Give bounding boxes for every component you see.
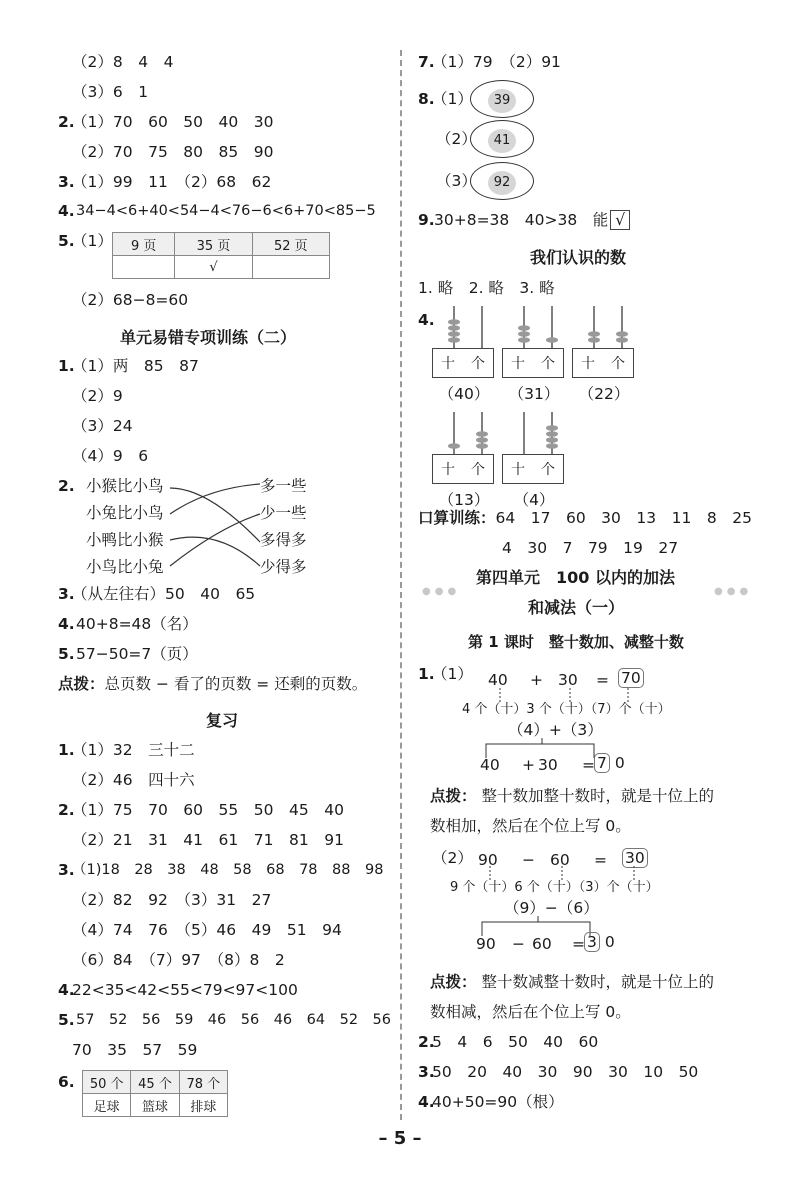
answer-line: （1） <box>432 90 473 108</box>
answer-line: 50 20 40 30 90 30 10 50 <box>432 1063 699 1081</box>
section-heading: 单元易错专项训练（二） <box>120 328 297 347</box>
ones-label: 个 <box>611 356 625 372</box>
operator: + <box>530 671 543 689</box>
answer-line: （3）24 <box>72 417 133 435</box>
tip-text: 整十数加整十数时，就是十位上的 <box>481 787 714 805</box>
abacus-base <box>502 454 564 484</box>
explanation: 4 个（十）3 个（十）（7）个（十） <box>462 702 671 717</box>
answer-line: 34−4<6+40<54−4<76−6<6+70<85−5 <box>76 203 376 219</box>
abacus-base <box>502 348 564 378</box>
table-cell: 排球 <box>179 1094 227 1117</box>
tens-label: 十 <box>511 462 525 478</box>
tens-label: 十 <box>441 462 455 478</box>
table-cell: 78 个 <box>179 1071 227 1094</box>
ones-label: 个 <box>471 462 485 478</box>
abacus-rods <box>436 306 500 348</box>
tip-line: 数相加，然后在个位上写 0。 <box>430 817 631 835</box>
answer-line: （2）8 4 4 <box>72 53 174 71</box>
abacus <box>502 412 570 510</box>
abacus-value: （13） <box>438 491 490 509</box>
item-number: 5. <box>58 232 75 250</box>
answer-text: 30+8=38 40>38 能 <box>434 211 609 229</box>
result-box: 7 <box>594 753 610 773</box>
operand: 60 <box>532 935 552 953</box>
answer-line: （1）两 85 87 <box>72 357 199 375</box>
tip-label: 点拨： <box>430 787 477 805</box>
answer-line: 40+50=90（根） <box>432 1093 564 1111</box>
match-right-item: 多得多 <box>260 531 307 549</box>
result-box: 3 <box>584 932 600 952</box>
operator: + <box>522 756 535 774</box>
operand: 40 <box>488 671 508 689</box>
answer-line: （2）9 <box>72 387 123 405</box>
operator: − <box>512 935 525 953</box>
abacus-base <box>572 348 634 378</box>
lesson-heading: 第 1 课时 整十数加、减整十数 <box>468 633 684 651</box>
result-box: 70 <box>618 668 644 688</box>
abacus-rods <box>506 412 570 454</box>
table-cell: 52 页 <box>252 233 329 256</box>
pages-table <box>112 232 330 279</box>
digit-diff: （9）−（6） <box>504 899 599 917</box>
answer-line: （1） <box>432 665 473 683</box>
answer-line: （1）70 60 50 40 30 <box>72 113 274 131</box>
check-box: √ <box>610 210 630 230</box>
abacus-rods <box>576 306 640 348</box>
ones-label: 个 <box>541 356 555 372</box>
match-right-item: 多一些 <box>260 477 307 495</box>
result <box>618 668 644 688</box>
tip-text: 整十数减整十数时，就是十位上的 <box>481 973 714 991</box>
tip-line: 数相减，然后在个位上写 0。 <box>430 1003 631 1021</box>
table-cell: 篮球 <box>131 1094 179 1117</box>
answer-line <box>434 210 630 230</box>
answer-line: （1） <box>72 232 113 250</box>
match-right-item: 少得多 <box>260 558 307 576</box>
operand: 90 <box>478 851 498 869</box>
match-left-item: 小鸭比小猴 <box>86 531 164 549</box>
item-number: 6. <box>58 1073 75 1091</box>
abacus <box>572 306 640 404</box>
result <box>594 753 625 773</box>
tens-label: 十 <box>581 356 595 372</box>
explanation: 9 个（十）6 个（十）（3）个（十） <box>450 880 659 895</box>
check-mark: √ <box>175 256 252 279</box>
digit-sum: （4）+（3） <box>508 721 603 739</box>
item-number: 4. <box>58 615 75 633</box>
oral-line: 4 30 7 79 19 27 <box>502 539 679 557</box>
answer-line: 70 35 57 59 <box>72 1041 198 1059</box>
answer-line: （4）74 76 （5）46 49 51 94 <box>72 921 342 939</box>
answer-line: （3） <box>436 172 477 190</box>
operand: 60 <box>550 851 570 869</box>
abacus-rods <box>436 412 500 454</box>
tens-label: 十 <box>511 356 525 372</box>
answer-line: （3）6 1 <box>72 83 149 101</box>
item-number: 4. <box>418 311 435 329</box>
answer-line: （1）79 （2）91 <box>432 53 561 71</box>
answer-line: （2）70 75 80 85 90 <box>72 143 274 161</box>
result-digit: 0 <box>604 933 615 951</box>
table-cell <box>252 256 329 279</box>
result-digit: 0 <box>614 754 625 772</box>
matching-lines <box>168 478 264 578</box>
equals: = <box>594 851 607 869</box>
tip-line <box>430 786 714 806</box>
unit-heading: 和减法（一） <box>528 598 625 617</box>
unit-heading: 第四单元 100 以内的加法 <box>476 568 675 587</box>
table-cell <box>113 256 175 279</box>
answer-line: 57−50=7（页） <box>76 645 198 663</box>
column-divider <box>400 50 402 1120</box>
answer-line: 22<35<42<55<79<97<100 <box>72 981 298 999</box>
table-cell: 足球 <box>83 1094 131 1117</box>
item-number: 5. <box>58 1011 75 1029</box>
match-left-item: 小鸟比小兔 <box>86 558 164 576</box>
item-number: 1. <box>58 357 75 375</box>
abacus-value: （40） <box>438 385 490 403</box>
answer-line: 57 52 56 59 46 56 46 64 52 56 <box>76 1012 392 1028</box>
section-heading: 我们认识的数 <box>530 248 627 267</box>
abacus <box>432 306 500 404</box>
item-number: 3. <box>58 173 75 191</box>
peach-oval <box>470 120 534 158</box>
abacus-value: （22） <box>578 385 630 403</box>
item-number: 2. <box>418 1033 435 1051</box>
item-number: 8. <box>418 90 435 108</box>
abacus-rods <box>506 306 570 348</box>
oral-values: 64 17 60 30 13 11 8 25 <box>495 509 752 527</box>
abacus-value: （4） <box>513 491 555 509</box>
tens-label: 十 <box>441 356 455 372</box>
operand: 90 <box>476 935 496 953</box>
item-number: 1. <box>418 665 435 683</box>
decor-dots: ●●● <box>714 586 753 597</box>
result <box>622 848 648 868</box>
abacus-base <box>432 348 494 378</box>
answer-line: （1)18 28 38 48 58 68 78 88 98 <box>72 862 384 878</box>
answer-line: （2）21 31 41 61 71 81 91 <box>72 831 344 849</box>
answer-line: （2） <box>432 849 473 867</box>
abacus <box>502 306 570 404</box>
abacus-base <box>432 454 494 484</box>
match-right-item: 少一些 <box>260 504 307 522</box>
tip-text: 总页数 − 看了的页数 = 还剩的页数。 <box>104 675 368 693</box>
ones-label: 个 <box>541 462 555 478</box>
item-number: 2. <box>58 113 75 131</box>
item-number: 3. <box>58 585 75 603</box>
answer-line: 1. 略 2. 略 3. 略 <box>418 279 555 297</box>
page-number: – 5 – <box>378 1128 422 1149</box>
item-number: 1. <box>58 741 75 759</box>
equals: = <box>596 671 609 689</box>
peach-oval <box>470 80 534 118</box>
item-number: 5. <box>58 645 75 663</box>
tip-line <box>430 972 714 992</box>
abacus-value: （31） <box>508 385 560 403</box>
balls-table <box>82 1070 228 1117</box>
tip-label: 点拨： <box>430 973 477 991</box>
answer-line: （2）68−8=60 <box>72 291 189 309</box>
abacus <box>432 412 500 510</box>
answer-line: （从左往右）50 40 65 <box>72 585 256 603</box>
table-cell: 45 个 <box>131 1071 179 1094</box>
equals: = <box>582 756 595 774</box>
peach-icon: 92 <box>488 171 516 195</box>
item-number: 2. <box>58 477 75 495</box>
answer-line: 5 4 6 50 40 60 <box>432 1033 599 1051</box>
answer-line: （1）75 70 60 55 50 45 40 <box>72 801 344 819</box>
match-left-item: 小兔比小鸟 <box>86 504 164 522</box>
answer-line: （4）9 6 <box>72 447 149 465</box>
item-number: 3. <box>58 861 75 879</box>
result <box>584 932 615 952</box>
item-number: 4. <box>418 1093 435 1111</box>
item-number: 4. <box>58 981 75 999</box>
answer-line: （2） <box>436 130 477 148</box>
answer-line: （2）46 四十六 <box>72 771 195 789</box>
answer-line: （1）99 11 （2）68 62 <box>72 173 272 191</box>
operand: 30 <box>538 756 558 774</box>
answer-line: （6）84 （7）97 （8）8 2 <box>72 951 285 969</box>
peach-icon: 41 <box>488 129 516 153</box>
match-left-item: 小猴比小鸟 <box>86 477 164 495</box>
decor-dots: ●●● <box>422 586 461 597</box>
answer-line: （1）32 三十二 <box>72 741 195 759</box>
answer-line: （2）82 92 （3）31 27 <box>72 891 272 909</box>
table-cell: 35 页 <box>175 233 252 256</box>
tip-line <box>58 674 367 694</box>
item-number: 7. <box>418 53 435 71</box>
peach-oval <box>470 162 534 200</box>
operand: 30 <box>558 671 578 689</box>
oral-line <box>418 508 752 528</box>
oral-label: 口算训练： <box>418 509 496 527</box>
section-heading: 复习 <box>206 711 239 730</box>
ones-label: 个 <box>471 356 485 372</box>
item-number: 2. <box>58 801 75 819</box>
result-box: 30 <box>622 848 648 868</box>
answer-line: 40+8=48（名） <box>76 615 198 633</box>
operand: 40 <box>480 756 500 774</box>
table-cell: 50 个 <box>83 1071 131 1094</box>
operator: − <box>522 851 535 869</box>
tip-label: 点拨： <box>58 675 105 693</box>
table-cell: 9 页 <box>113 233 175 256</box>
equals: = <box>572 935 585 953</box>
peach-icon: 39 <box>488 89 516 113</box>
item-number: 3. <box>418 1063 435 1081</box>
item-number: 9. <box>418 211 435 229</box>
item-number: 4. <box>58 202 75 220</box>
